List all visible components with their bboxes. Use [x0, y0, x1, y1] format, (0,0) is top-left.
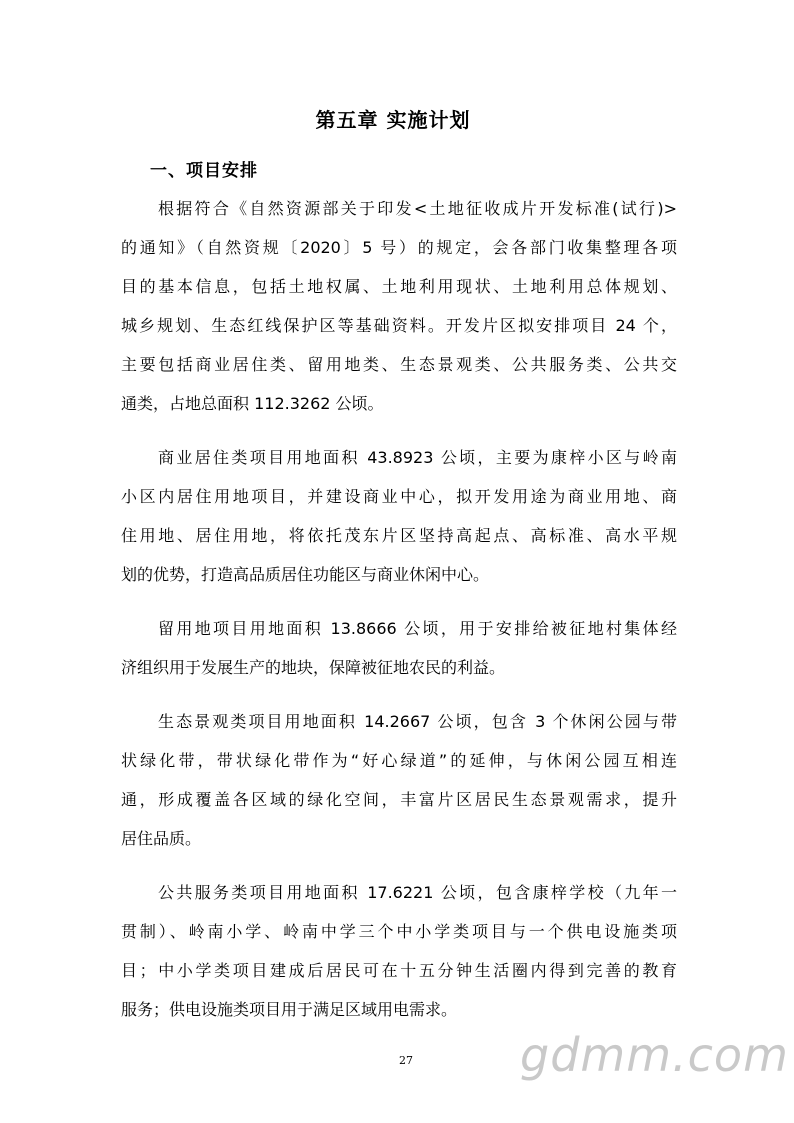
watermark-logo: gdmm.com — [520, 1028, 789, 1082]
paragraph-line: 目的基本信息，包括土地权属、土地利用现状、土地利用总体规划、 — [121, 277, 677, 296]
paragraph-line: 留用地项目用地面积 13.8666 公顷，用于安排给被征地村集体经 — [158, 619, 677, 638]
paragraph-line: 小区内居住用地项目，并建设商业中心，拟开发用途为商业用地、商 — [121, 487, 677, 506]
paragraph-line: 的通知》（自然资规〔2020〕5 号）的规定，会各部门收集整理各项 — [121, 238, 677, 257]
paragraph-line: 通，形成覆盖各区域的绿化空间，丰富片区居民生态景观需求，提升 — [121, 790, 677, 809]
chapter-title: 第五章 实施计划 — [315, 108, 471, 132]
paragraph-line: 贯制）、岭南小学、岭南中学三个中小学类项目与一个供电设施类项 — [121, 922, 677, 941]
paragraph-line: 住用地、居住用地，将依托茂东片区坚持高起点、高标准、高水平规 — [121, 526, 677, 545]
paragraph-line: 划的优势，打造高品质居住功能区与商业休闲中心。 — [121, 565, 490, 584]
paragraph-line: 公共服务类项目用地面积 17.6221 公顷，包含康梓学校（九年一 — [158, 883, 677, 902]
paragraph-line: 通类，占地总面积 112.3262 公顷。 — [121, 394, 384, 413]
paragraph-line: 目；中小学类项目建成后居民可在十五分钟生活圈内得到完善的教育 — [121, 961, 677, 980]
paragraph-line: 服务；供电设施类项目用于满足区域用电需求。 — [121, 1000, 458, 1019]
paragraph-line: 居住品质。 — [121, 829, 202, 848]
paragraph-line: 生态景观类项目用地面积 14.2667 公顷，包含 3 个休闲公园与带 — [158, 712, 677, 731]
paragraph-line: 济组织用于发展生产的地块，保障被征地农民的利益。 — [121, 658, 506, 677]
paragraph-line: 主要包括商业居住类、留用地类、生态景观类、公共服务类、公共交 — [121, 355, 677, 374]
page-number: 27 — [399, 1054, 413, 1067]
paragraph-line: 根据符合《自然资源部关于印发<土地征收成片开发标准(试行)> — [158, 199, 677, 218]
paragraph-line: 城乡规划、生态红线保护区等基础资料。开发片区拟安排项目 24 个， — [121, 316, 677, 335]
paragraph-line: 状绿化带，带状绿化带作为“好心绿道”的延伸，与休闲公园互相连 — [121, 751, 677, 770]
paragraph-line: 商业居住类项目用地面积 43.8923 公顷，主要为康梓小区与岭南 — [158, 448, 677, 467]
section-heading: 一、项目安排 — [150, 161, 258, 181]
